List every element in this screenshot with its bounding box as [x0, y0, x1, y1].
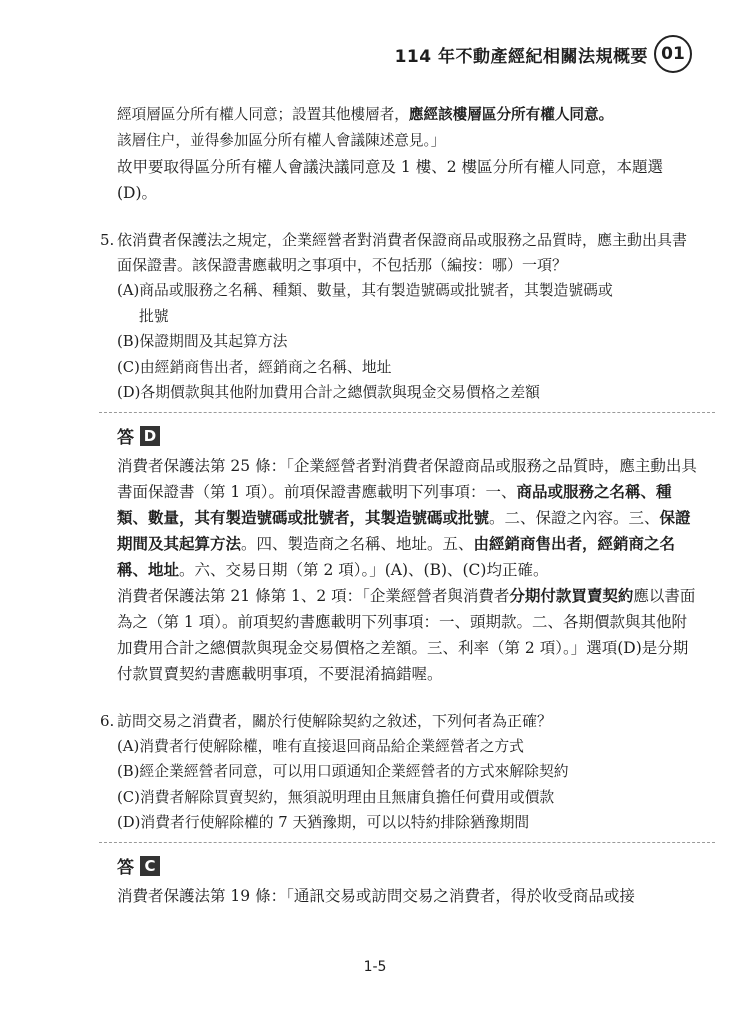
explanation-paragraph: 消費者保護法第 21 條第 1、2 項：「企業經營者與消費者分期付款買賣契約應以書面為之（第 1 項）。前項契約書應載明下列事項：一、頭期款。二、各期價款與其他附加費用合計之總價款與現金交易價格之差額。三、利率（第 2 項）。」選項(D)是分期付款買賣契約書應載明事項，不要混淆搞錯喔。 — [117, 585, 696, 683]
question-number: 5. — [100, 231, 115, 249]
page-content — [100, 102, 697, 909]
divider — [99, 412, 715, 413]
explanation-paragraph: 消費者保護法第 19 條：「通訊交易或訪問交易之消費者，得於收受商品或接 — [117, 886, 635, 905]
option-d: (D)各期價款與其他附加費用合計之總價款與現金交易價格之差額 — [117, 384, 540, 401]
answer-label: 答 — [117, 428, 134, 448]
explanation-paragraph: 消費者保護法第 25 條：「企業經營者對消費者保證商品或服務之品質時，應主動出具書面保證書（第 1 項）。前項保證書應載明下列事項：一、商品或服務之名稱、種類、數量，其有製造號碼或批號者，其製造號碼或批號。二、保證之內容。三、保證期間及其起算方法。四、製造商之名稱、地址。五、由經銷商售出者，經銷商之名稱、地址。六、交易日期（第 2 項）。」(A)、(B)、(C)均正確。 — [117, 456, 697, 579]
page-number: 1-5 — [363, 959, 387, 975]
question-number: 6. — [100, 711, 115, 730]
intro-line-2: 該層住户，並得參加區分所有權人會議陳述意見。」 — [117, 132, 446, 149]
page-header — [395, 34, 692, 74]
answer-badge: D — [140, 426, 160, 446]
option-c: (C)由經銷商售出者，經銷商之名稱、地址 — [117, 358, 392, 376]
answer-header — [117, 851, 697, 881]
divider — [99, 842, 715, 843]
answer-header — [117, 421, 697, 451]
book-title: 114 年不動產經紀相關法規概要 — [394, 46, 648, 67]
option-b: (B)保證期間及其起算方法 — [117, 333, 288, 350]
question-5 — [100, 228, 697, 278]
question-stem: 依消費者保護法之規定，企業經營者對消費者保證商品或服務之品質時，應主動出具書面保證書。該保證書應載明之事項中，不包括那（編按：哪）一項？ — [117, 231, 688, 274]
option-d: (D)消費者行使解除權的 7 天猶豫期，可以以特約排除猶豫期間 — [117, 814, 530, 831]
answer-badge: C — [140, 856, 160, 876]
option-a-continued: 批號 — [139, 307, 169, 325]
option-a: (A)商品或服務之名稱、種類、數量，其有製造號碼或批號者，其製造號碼或 — [117, 282, 613, 299]
option-a: (A)消費者行使解除權，唯有直接退回商品給企業經營者之方式 — [117, 737, 524, 755]
option-c: (C)消費者解除買賣契約，無須説明理由且無庸負擔任何費用或價款 — [117, 788, 555, 806]
intro-line-1: 經項層區分所有權人同意；設置其他樓層者，應經該樓層區分所有權人同意。 — [117, 106, 614, 123]
intro-conclusion: 故甲要取得區分所有權人會議決議同意及 1 樓、2 樓區分所有權人同意，本題選(D)。 — [117, 158, 664, 202]
option-b: (B)經企業經營者同意，可以用口頭通知企業經營者的方式來解除契約 — [117, 763, 569, 780]
answer-label: 答 — [117, 858, 134, 878]
question-6 — [100, 709, 697, 734]
chapter-badge: 01 — [654, 35, 692, 73]
question-stem: 訪問交易之消費者，關於行使解除契約之敘述，下列何者為正確？ — [117, 711, 553, 730]
